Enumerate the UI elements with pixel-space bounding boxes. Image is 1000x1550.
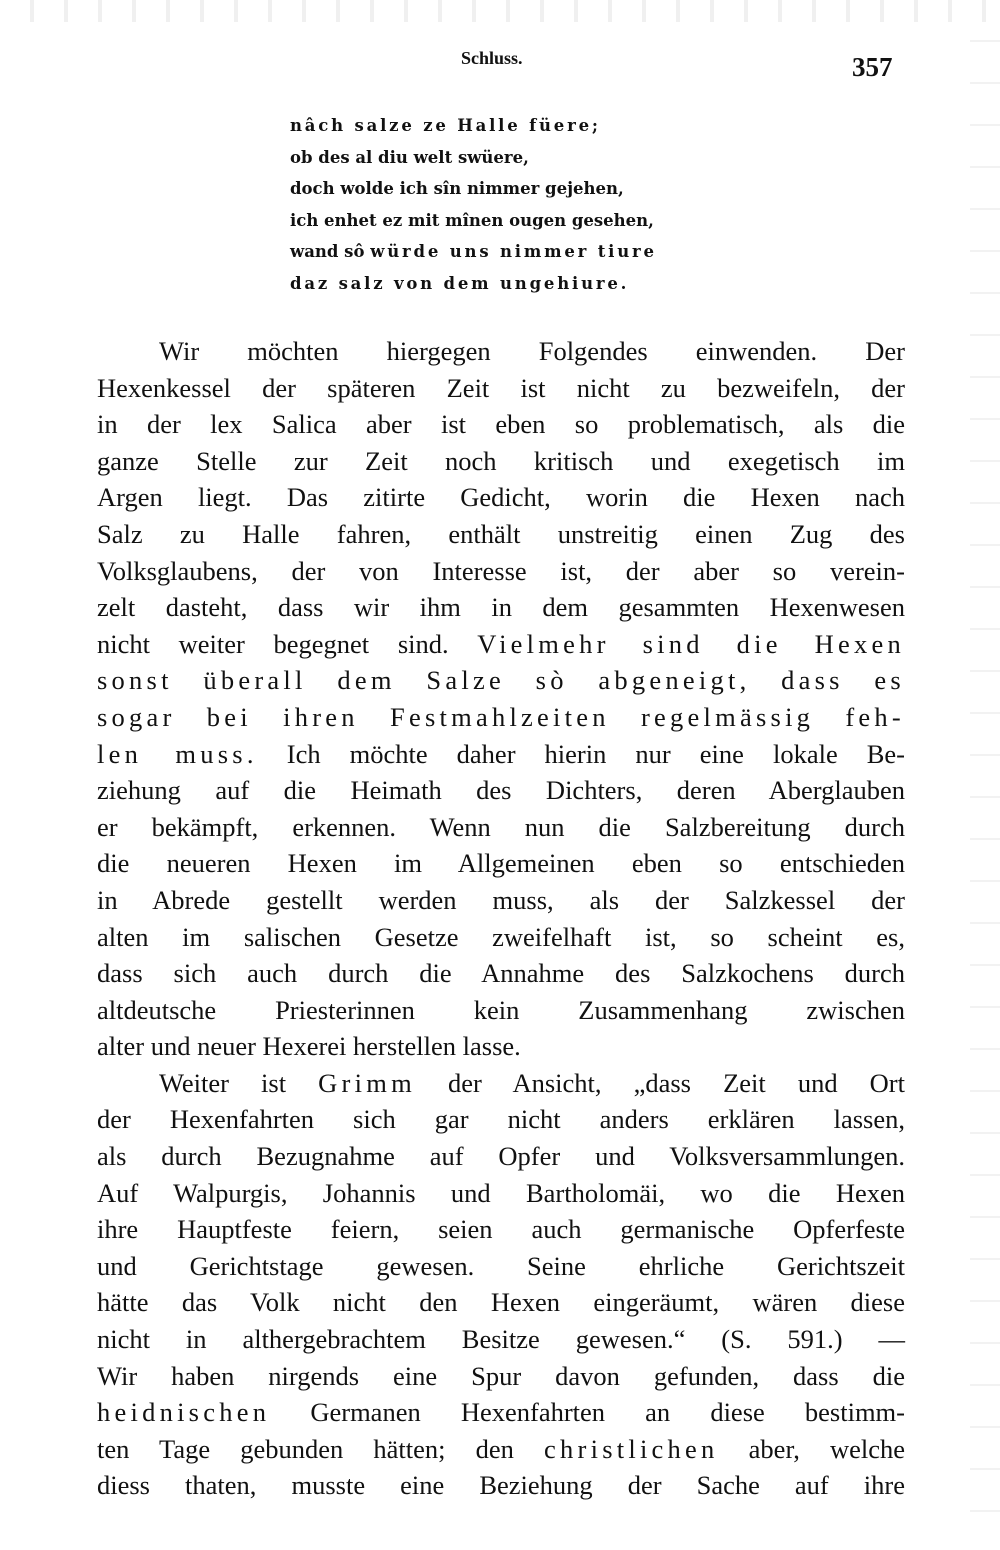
text: in Abrede gestellt werden muss, als der Salzkessel der [97, 884, 905, 915]
text-line [97, 699, 905, 736]
spaced-text: nâch salze ze Halle füere; [290, 116, 601, 135]
text-line [97, 1321, 905, 1358]
text-line [97, 626, 905, 663]
text: Argen liegt. Das zitirte Gedicht, worin die Hexen nach [97, 482, 905, 513]
text: altdeutsche Priesterinnen kein Zusammenhang zwischen [97, 994, 905, 1025]
text-line [97, 1394, 905, 1431]
text: alter und neuer Hexerei herstellen lasse. [97, 1031, 521, 1062]
text: Ich möchte daher hierin nur eine lokale Be- [257, 738, 906, 769]
text: Germanen Hexenfahrten an diese bestimm- [270, 1397, 905, 1428]
text: Wir haben nirgends eine Spur davon gefunden, dass die [97, 1360, 905, 1391]
text-line [97, 662, 905, 699]
emphasized-text: heidnischen [97, 1397, 271, 1428]
scan-noise-edge [970, 0, 1000, 1550]
text-line [97, 443, 905, 480]
text-line [97, 1138, 905, 1175]
verse-line [290, 236, 657, 268]
text: ihre Hauptfeste feiern, seien auch germanische Opferfeste [97, 1214, 905, 1245]
spaced-text: daz salz von dem ungehiure. [290, 273, 630, 293]
verse-line [290, 205, 657, 237]
text-line [97, 1248, 905, 1285]
text: wand sô [290, 242, 371, 262]
page-number: 357 [852, 52, 893, 82]
text-line [97, 1431, 905, 1468]
text-line [97, 919, 905, 956]
text-line [97, 1101, 905, 1138]
text-line [97, 809, 905, 846]
text: nicht weiter begegnet sind. [97, 628, 478, 659]
text-line [97, 882, 905, 919]
body-text [97, 333, 905, 1504]
text: diess thaten, musste eine Beziehung der Sache auf ihre [97, 1470, 905, 1501]
text-line [97, 589, 905, 626]
text-line [97, 772, 905, 809]
spaced-text: würde uns nimmer tiure [370, 242, 657, 262]
text: der Ansicht, „dass Zeit und Ort [415, 1067, 905, 1098]
text: ten Tage gebunden hätten; den [97, 1433, 545, 1464]
text: nicht in althergebrachtem Besitze gewesen.“ (S. 591.) — [97, 1324, 905, 1355]
text: doch wolde ich sîn nimmer gejehen, [290, 179, 624, 199]
text: Auf Walpurgis, Johannis und Bartholomäi, wo die Hexen [97, 1177, 905, 1208]
text: zelt dasteht, dass wir ihm in dem gesammten Hexenwesen [97, 592, 905, 623]
text-line [97, 992, 905, 1029]
verse-line [290, 173, 657, 205]
emphasized-text: christlichen [544, 1433, 719, 1464]
running-title: Schluss. [461, 48, 523, 68]
text: und Gerichtstage gewesen. Seine ehrliche Gerichtszeit [97, 1250, 905, 1281]
text-line [97, 736, 905, 773]
text: der Hexenfahrten sich gar nicht anders erklären lassen, [97, 1104, 905, 1135]
text-line [97, 1358, 905, 1395]
scan-noise-top [0, 0, 1000, 22]
text: Wir möchten hiergegen Folgendes einwenden. Der [159, 336, 905, 366]
text: ganze Stelle zur Zeit noch kritisch und exegetisch im [97, 445, 905, 476]
verse-quotation [290, 110, 657, 300]
text: hätte das Volk nicht den Hexen eingeräumt, wären diese [97, 1287, 905, 1318]
text-line [97, 406, 905, 443]
verse-line [290, 142, 657, 174]
text: Volksglaubens, der von Interesse ist, der aber so verein- [97, 555, 905, 586]
text: ziehung auf die Heimath des Dichters, deren Aberglauben [97, 775, 905, 806]
text-line [97, 370, 905, 407]
text-line [97, 1211, 905, 1248]
text: aber, welche [718, 1433, 905, 1464]
verse-line [290, 110, 657, 142]
emphasized-text: len muss. [97, 738, 258, 769]
text: als durch Bezugnahme auf Opfer und Volksversammlungen. [97, 1141, 905, 1172]
text-line [97, 1284, 905, 1321]
emphasized-text: sonst überall dem Salze sò abgeneigt, dass es [97, 665, 905, 696]
text-line [97, 479, 905, 516]
text: in der lex Salica aber ist eben so problematisch, als die [97, 409, 905, 440]
text-line [97, 955, 905, 992]
text-line [97, 333, 905, 370]
text-line [97, 1028, 905, 1065]
text: Hexenkessel der späteren Zeit ist nicht zu bezweifeln, der [97, 372, 905, 403]
text-line [97, 1175, 905, 1212]
text: Salz zu Halle fahren, enthält unstreitig einen Zug des [97, 518, 905, 549]
text: ob des al diu welt swüere, [290, 147, 529, 167]
text: ich enhet ez mit mînen ougen gesehen, [290, 210, 654, 230]
text: alten im salischen Gesetze zweifelhaft ist, so scheint es, [97, 921, 905, 952]
text: er bekämpft, erkennen. Wenn nun die Salzbereitung durch [97, 811, 905, 842]
emphasized-text: Grimm [318, 1067, 416, 1098]
emphasized-text: Vielmehr sind die Hexen [477, 628, 905, 659]
text: Weiter ist [159, 1067, 319, 1098]
text: dass sich auch durch die Annahme des Salzkochens durch [97, 958, 905, 989]
text-line [97, 845, 905, 882]
text-line [97, 553, 905, 590]
text: die neueren Hexen im Allgemeinen eben so entschieden [97, 848, 905, 879]
emphasized-text: sogar bei ihren Festmahlzeiten regelmässig feh- [97, 701, 905, 732]
text-line [97, 516, 905, 553]
verse-line [290, 268, 657, 300]
text-line [97, 1065, 905, 1102]
text-line [97, 1467, 905, 1504]
